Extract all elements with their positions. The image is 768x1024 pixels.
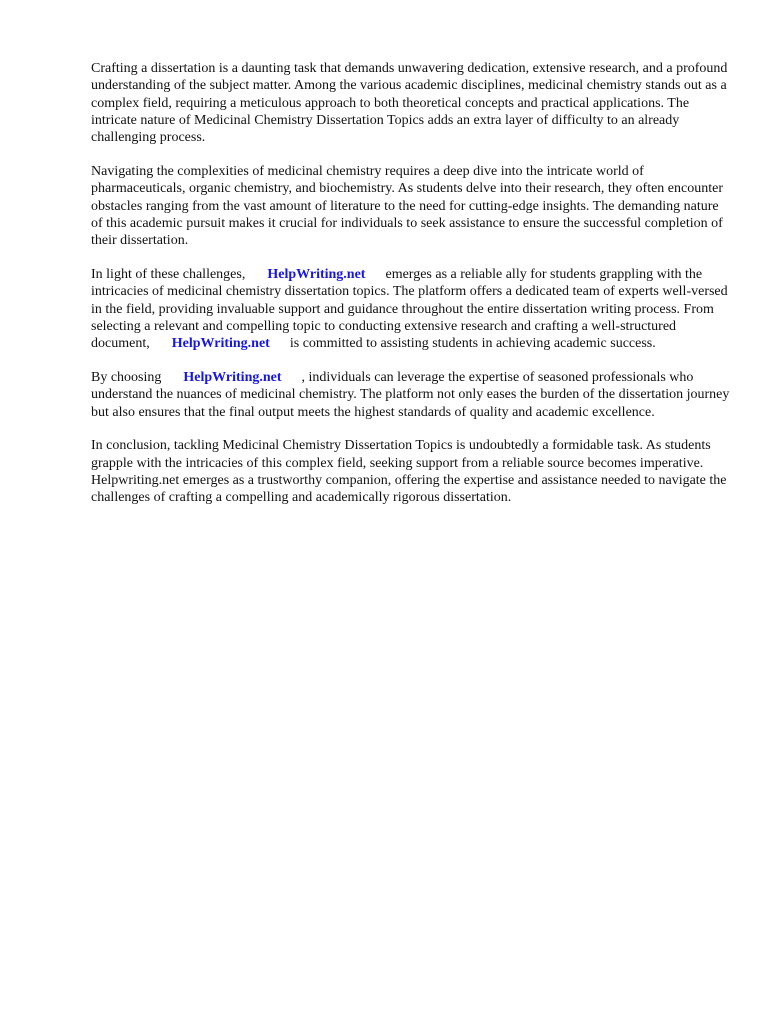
helpwriting-link-2[interactable]: HelpWriting.net [171, 336, 270, 352]
paragraph-5: In conclusion, tackling Medicinal Chemistry Dissertation Topics is undoubtedly a formidable task. As students grapple with the intricacies of this complex field, seeking support from a reliable source becomes imperative. Helpwriting.net emerges as a trustworthy companion, offering the expertise and assistance needed to navigate the challenges of crafting a compelling and academically rigorous dissertation. [91, 438, 727, 506]
document-body [91, 60, 731, 523]
paragraph-4-text-b: , individuals can leverage the expertise of seasoned professionals who understand the nuances of medicinal chemistry. The platform not only eases the burden of the dissertation journey but also ensures that the final output meets the highest standards of quality and academic excellence. [91, 369, 730, 420]
paragraph-4 [91, 369, 731, 421]
paragraph-3-text-c: is committed to assisting students in achieving academic success. [289, 336, 656, 352]
paragraph-3-text-a: In light of these challenges, [91, 266, 246, 282]
paragraph-4-text-a: By choosing [91, 369, 162, 385]
paragraph-1: Crafting a dissertation is a daunting task that demands unwavering dedication, extensive research, and a profound understanding of the subject matter. Among the various academic disciplines, medicinal chemistry stands out as a complex field, requiring a meticulous approach to both theoretical concepts and practical applications. The intricate nature of Medicinal Chemistry Dissertation Topics adds an extra layer of difficulty to an already challenging process. [91, 61, 728, 146]
helpwriting-link-1[interactable]: HelpWriting.net [267, 266, 366, 282]
paragraph-3-text-b: emerges as a reliable ally for students grappling with the intricacies of medicinal chemistry dissertation topics. The platform offers a dedicated team of experts well-versed in the field, providing invaluable support and guidance throughout the entire dissertation writing process. From selecting a relevant and compelling topic to conducting extensive research and crafting a well-structured document, [91, 266, 728, 352]
paragraph-2: Navigating the complexities of medicinal chemistry requires a deep dive into the intricate world of pharmaceuticals, organic chemistry, and biochemistry. As students delve into their research, they often encounter obstacles ranging from the vast amount of literature to the need for cutting-edge insights. The demanding nature of this academic pursuit makes it crucial for individuals to seek assistance to ensure the successful completion of their dissertation. [91, 163, 723, 249]
helpwriting-link-3[interactable]: HelpWriting.net [183, 369, 282, 385]
paragraph-3 [91, 266, 731, 352]
